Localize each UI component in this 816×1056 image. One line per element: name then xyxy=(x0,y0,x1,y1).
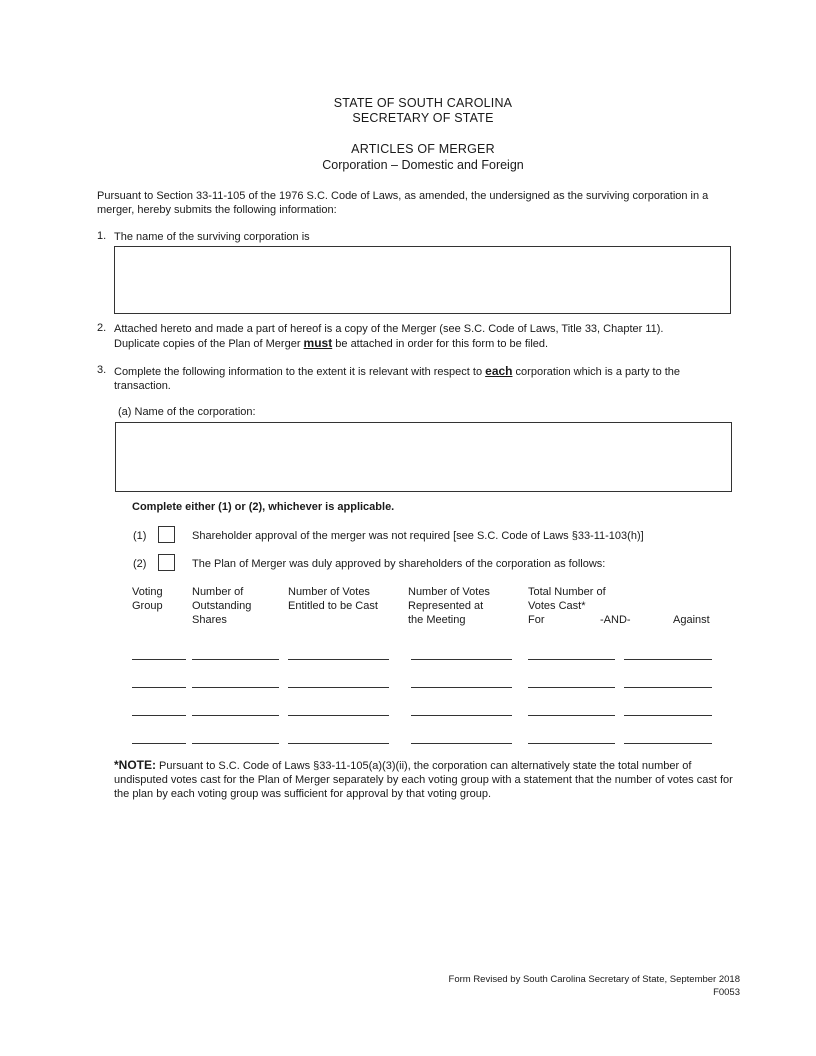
col-and: -AND- xyxy=(600,614,631,626)
vote-row-1-votes-entitled-field[interactable] xyxy=(288,659,389,660)
col-votes-entitled: Number of Votes Entitled to be Cast xyxy=(288,586,378,612)
col-votes-represented: Number of Votes Represented at the Meeting xyxy=(408,586,490,626)
vote-row-4-outstanding-shares-field[interactable] xyxy=(192,743,279,744)
footer-revised: Form Revised by South Carolina Secretary of State, September 2018 xyxy=(448,974,740,985)
intro-paragraph: Pursuant to Section 33-11-105 of the 1976 S.C. Code of Laws, as amended, the undersigned as the surviving corporation in a merger, hereby submits the following information: xyxy=(97,190,709,216)
vote-row-4-votes-for-field[interactable] xyxy=(528,743,615,744)
vote-row-3-outstanding-shares-field[interactable] xyxy=(192,715,279,716)
col-outstanding-shares: Number of Outstanding Shares xyxy=(192,586,252,626)
item2-text xyxy=(114,322,739,351)
vote-row-2-votes-represented-field[interactable] xyxy=(411,687,512,688)
form-subtitle: Corporation – Domestic and Foreign xyxy=(322,158,524,172)
item3-number: 3. xyxy=(97,364,107,376)
vote-row-2-votes-entitled-field[interactable] xyxy=(288,687,389,688)
note-paragraph xyxy=(114,758,734,801)
item2-line2: Duplicate copies of the Plan of Merger must be attached in order for this form to be filed. xyxy=(114,336,549,350)
note-text: Pursuant to S.C. Code of Laws §33-11-105(a)(3)(ii), the corporation can alternatively state the total number of undisputed votes cast for the Plan of Merger separately by each voting group with a statement that the number of votes cast for the plan by each voting group was sufficient for approval by that voting group. xyxy=(114,760,733,800)
corporation-name-field[interactable] xyxy=(115,422,732,492)
vote-row-4-voting-group-field[interactable] xyxy=(132,743,186,744)
vote-row-4-votes-represented-field[interactable] xyxy=(411,743,512,744)
option2-label: (2) xyxy=(133,558,147,570)
corporation-name-label: (a) Name of the corporation: xyxy=(118,406,256,418)
vote-row-1-votes-for-field[interactable] xyxy=(528,659,615,660)
option2-text: The Plan of Merger was duly approved by shareholders of the corporation as follows: xyxy=(192,558,606,570)
option1-checkbox[interactable] xyxy=(158,526,175,543)
vote-row-1-voting-group-field[interactable] xyxy=(132,659,186,660)
surviving-corporation-name-field[interactable] xyxy=(114,246,731,314)
vote-row-3-votes-against-field[interactable] xyxy=(624,715,712,716)
choose-option-heading: Complete either (1) or (2), whichever is applicable. xyxy=(132,501,395,513)
item2-line1: Attached hereto and made a part of hereof is a copy of the Merger (see S.C. Code of Laws, Title 33, Chapter 11). xyxy=(114,323,664,335)
col-for: For xyxy=(528,614,545,626)
each-emphasis: each xyxy=(485,364,513,378)
vote-row-1-outstanding-shares-field[interactable] xyxy=(192,659,279,660)
item3-line2: transaction. xyxy=(114,380,171,392)
vote-row-3-votes-represented-field[interactable] xyxy=(411,715,512,716)
option2-checkbox[interactable] xyxy=(158,554,175,571)
vote-row-3-votes-entitled-field[interactable] xyxy=(288,715,389,716)
vote-row-4-votes-against-field[interactable] xyxy=(624,743,712,744)
option1-label: (1) xyxy=(133,530,147,542)
vote-row-2-votes-for-field[interactable] xyxy=(528,687,615,688)
must-emphasis: must xyxy=(303,336,333,350)
form-title: ARTICLES OF MERGER xyxy=(351,142,495,156)
col-total-votes-cast: Total Number of Votes Cast* xyxy=(528,586,606,612)
vote-row-2-outstanding-shares-field[interactable] xyxy=(192,687,279,688)
vote-row-1-votes-represented-field[interactable] xyxy=(411,659,512,660)
item1-number: 1. xyxy=(97,230,107,242)
vote-row-2-voting-group-field[interactable] xyxy=(132,687,186,688)
col-voting-group: Voting Group xyxy=(132,586,163,612)
vote-row-3-voting-group-field[interactable] xyxy=(132,715,186,716)
vote-row-1-votes-against-field[interactable] xyxy=(624,659,712,660)
note-label: *NOTE: xyxy=(114,758,156,772)
office-title: SECRETARY OF STATE xyxy=(352,111,494,125)
footer-form-code: F0053 xyxy=(713,987,740,998)
vote-row-2-votes-against-field[interactable] xyxy=(624,687,712,688)
item2-number: 2. xyxy=(97,322,107,334)
state-title: STATE OF SOUTH CAROLINA xyxy=(333,96,513,110)
item1-label: The name of the surviving corporation is xyxy=(114,231,310,243)
vote-row-3-votes-for-field[interactable] xyxy=(528,715,615,716)
item3-line1: Complete the following information to the extent it is relevant with respect to each corporation which is a party to the xyxy=(114,364,681,378)
option1-text: Shareholder approval of the merger was not required [see S.C. Code of Laws §33-11-103(h)] xyxy=(192,530,644,542)
item3-text xyxy=(114,364,739,393)
vote-row-4-votes-entitled-field[interactable] xyxy=(288,743,389,744)
col-against: Against xyxy=(673,614,710,626)
